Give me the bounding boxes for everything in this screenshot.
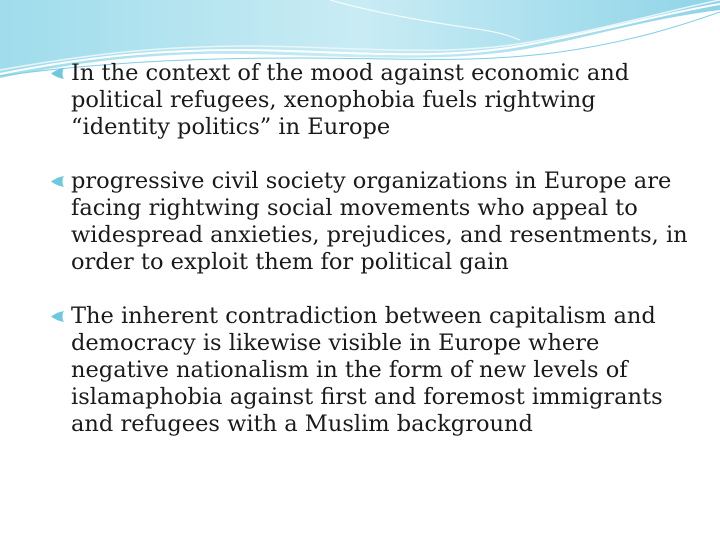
- bullet-text: The inherent contradiction between capitalism and democracy is likewise visible in Europe where negative nationalism in the form of new levels of islamaphobia against first and foremost immigrants and refugees with a Muslim background: [71, 303, 663, 437]
- bullet-text: progressive civil society organizations in Europe are facing rightwing social movements who appeal to widespread anxieties, prejudices, and resentments, in order to exploit them for political gain: [71, 168, 688, 275]
- bullet-item: [50, 168, 700, 276]
- bullet-list: [50, 60, 700, 438]
- arrow-bullet-icon: [50, 67, 68, 80]
- bullet-text: In the context of the mood against economic and political refugees, xenophobia fuels rightwing “identity politics” in Europe: [71, 60, 630, 140]
- bullet-item: [50, 60, 700, 141]
- bullet-item: [50, 303, 700, 438]
- arrow-bullet-icon: [50, 310, 68, 323]
- arrow-bullet-icon: [50, 175, 68, 188]
